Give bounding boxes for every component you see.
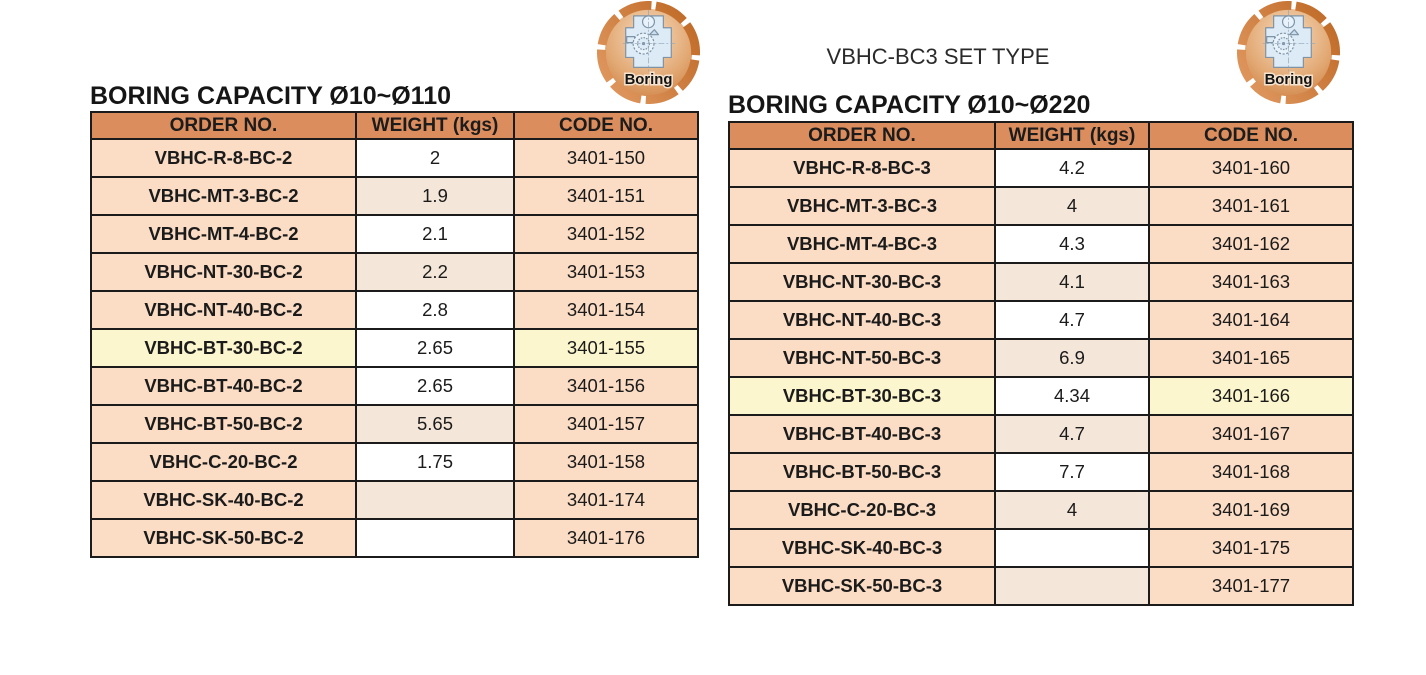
order-no-cell: VBHC-SK-40-BC-3: [729, 529, 995, 567]
order-no-cell: VBHC-NT-40-BC-3: [729, 301, 995, 339]
weight-cell: 4: [995, 187, 1149, 225]
table-row: [729, 567, 1353, 605]
order-no-cell: VBHC-R-8-BC-3: [729, 149, 995, 187]
header-row: [729, 122, 1353, 149]
table-row: [729, 263, 1353, 301]
code-no-cell: 3401-156: [514, 367, 698, 405]
weight-cell: [995, 529, 1149, 567]
order-no-cell: VBHC-C-20-BC-3: [729, 491, 995, 529]
code-no-cell: 3401-157: [514, 405, 698, 443]
order-no-cell: VBHC-BT-50-BC-2: [91, 405, 356, 443]
weight-cell: 1.75: [356, 443, 514, 481]
code-no-cell: 3401-153: [514, 253, 698, 291]
order-no-cell: VBHC-BT-30-BC-2: [91, 329, 356, 367]
boring-badge-icon: [1237, 1, 1340, 104]
col-header-weight: WEIGHT (kgs): [995, 122, 1149, 149]
table-row: [91, 215, 698, 253]
code-no-cell: 3401-158: [514, 443, 698, 481]
table-row: [729, 415, 1353, 453]
code-no-cell: 3401-174: [514, 481, 698, 519]
weight-cell: 4.3: [995, 225, 1149, 263]
weight-cell: 4.2: [995, 149, 1149, 187]
order-no-cell: VBHC-NT-30-BC-3: [729, 263, 995, 301]
weight-cell: 4: [995, 491, 1149, 529]
code-no-cell: 3401-168: [1149, 453, 1353, 491]
code-no-cell: 3401-152: [514, 215, 698, 253]
table-row: [91, 329, 698, 367]
table-row: [729, 453, 1353, 491]
table-row: [729, 529, 1353, 567]
code-no-cell: 3401-155: [514, 329, 698, 367]
col-header-code-no: CODE NO.: [514, 112, 698, 139]
code-no-cell: 3401-150: [514, 139, 698, 177]
table-title-left: BORING CAPACITY Ø10~Ø110: [90, 82, 451, 110]
order-no-cell: VBHC-SK-40-BC-2: [91, 481, 356, 519]
order-no-cell: VBHC-NT-40-BC-2: [91, 291, 356, 329]
table-row: [91, 481, 698, 519]
table-row: [729, 225, 1353, 263]
header-row: [91, 112, 698, 139]
code-no-cell: 3401-167: [1149, 415, 1353, 453]
code-no-cell: 3401-166: [1149, 377, 1353, 415]
code-no-cell: 3401-154: [514, 291, 698, 329]
weight-cell: 2.65: [356, 329, 514, 367]
weight-cell: 4.34: [995, 377, 1149, 415]
table-row: [729, 187, 1353, 225]
table-row: [91, 253, 698, 291]
order-no-cell: VBHC-SK-50-BC-2: [91, 519, 356, 557]
badge-label: Boring: [624, 72, 673, 89]
table-row: [91, 291, 698, 329]
code-no-cell: 3401-161: [1149, 187, 1353, 225]
weight-cell: 6.9: [995, 339, 1149, 377]
code-no-cell: 3401-160: [1149, 149, 1353, 187]
weight-cell: 2.2: [356, 253, 514, 291]
order-no-cell: VBHC-SK-50-BC-3: [729, 567, 995, 605]
code-no-cell: 3401-175: [1149, 529, 1353, 567]
code-no-cell: 3401-151: [514, 177, 698, 215]
weight-cell: 5.65: [356, 405, 514, 443]
table-row: [91, 519, 698, 557]
code-no-cell: 3401-163: [1149, 263, 1353, 301]
order-no-cell: VBHC-BT-30-BC-3: [729, 377, 995, 415]
weight-cell: 2.65: [356, 367, 514, 405]
table-row: [729, 491, 1353, 529]
table-row: [91, 367, 698, 405]
table-row: [729, 149, 1353, 187]
weight-cell: 7.7: [995, 453, 1149, 491]
order-no-cell: VBHC-MT-4-BC-3: [729, 225, 995, 263]
weight-cell: 1.9: [356, 177, 514, 215]
weight-cell: [356, 519, 514, 557]
col-header-weight: WEIGHT (kgs): [356, 112, 514, 139]
order-no-cell: VBHC-BT-40-BC-2: [91, 367, 356, 405]
set-type-label: VBHC-BC3 SET TYPE: [826, 44, 1050, 69]
boring-badge: [1237, 1, 1340, 104]
weight-cell: 4.1: [995, 263, 1149, 301]
order-no-cell: VBHC-C-20-BC-2: [91, 443, 356, 481]
table-row: [729, 301, 1353, 339]
code-no-cell: 3401-176: [514, 519, 698, 557]
col-header-order-no: ORDER NO.: [729, 122, 995, 149]
order-no-cell: VBHC-NT-30-BC-2: [91, 253, 356, 291]
weight-cell: 2.1: [356, 215, 514, 253]
order-no-cell: VBHC-NT-50-BC-3: [729, 339, 995, 377]
boring-capacity-table-110: [90, 111, 699, 558]
table-row: [729, 339, 1353, 377]
code-no-cell: 3401-177: [1149, 567, 1353, 605]
badge-label: Boring: [1264, 72, 1313, 89]
code-no-cell: 3401-164: [1149, 301, 1353, 339]
col-header-code-no: CODE NO.: [1149, 122, 1353, 149]
weight-cell: 2.8: [356, 291, 514, 329]
order-no-cell: VBHC-BT-40-BC-3: [729, 415, 995, 453]
code-no-cell: 3401-162: [1149, 225, 1353, 263]
order-no-cell: VBHC-BT-50-BC-3: [729, 453, 995, 491]
weight-cell: [356, 481, 514, 519]
order-no-cell: VBHC-MT-3-BC-3: [729, 187, 995, 225]
col-header-order-no: ORDER NO.: [91, 112, 356, 139]
table-row: [729, 377, 1353, 415]
table-row: [91, 139, 698, 177]
boring-badge-icon: [597, 1, 700, 104]
order-no-cell: VBHC-MT-4-BC-2: [91, 215, 356, 253]
table-row: [91, 443, 698, 481]
code-no-cell: 3401-169: [1149, 491, 1353, 529]
boring-badge: [597, 1, 700, 104]
order-no-cell: VBHC-MT-3-BC-2: [91, 177, 356, 215]
weight-cell: 2: [356, 139, 514, 177]
code-no-cell: 3401-165: [1149, 339, 1353, 377]
table-row: [91, 177, 698, 215]
weight-cell: 4.7: [995, 415, 1149, 453]
order-no-cell: VBHC-R-8-BC-2: [91, 139, 356, 177]
table-title-right: BORING CAPACITY Ø10~Ø220: [728, 91, 1091, 119]
weight-cell: [995, 567, 1149, 605]
boring-capacity-table-220: [728, 121, 1354, 606]
weight-cell: 4.7: [995, 301, 1149, 339]
table-row: [91, 405, 698, 443]
